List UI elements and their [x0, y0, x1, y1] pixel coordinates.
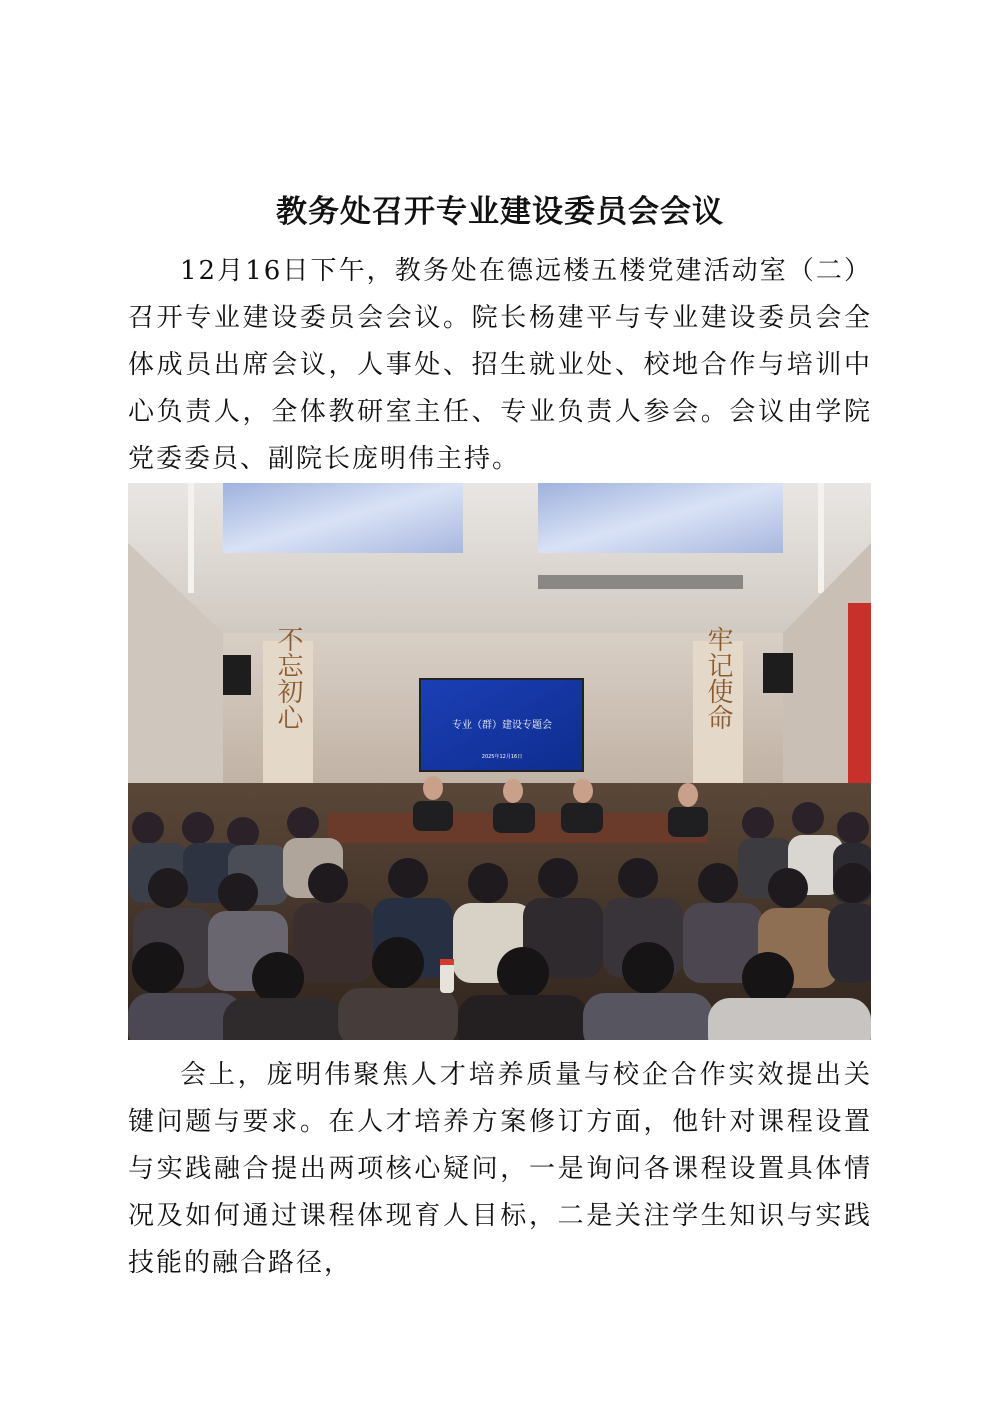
paragraph-text: 12月16日下午，教务处在德远楼五楼党建活动室（二）召开专业建设委员会会议。院长杨建平与专业建设委员会全体成员出席会议，人事处、招生就业处、校地合作与培训中心负责人，全体教研室主任、专业负责人参会。会议由学院党委委员、副院长庞明伟主持。 — [128, 256, 872, 474]
right-banner: 牢记使命 — [703, 626, 733, 730]
meeting-photo — [128, 483, 871, 1040]
paragraph-text: 会上，庞明伟聚焦人才培养质量与校企合作实效提出关键问题与要求。在人才培养方案修订方面，他针对课程设置与实践融合提出两项核心疑问，一是询问各课程设置具体情况及如何通过课程体现育人目标，二是关注学生知识与实践技能的融合路径， — [128, 1060, 872, 1278]
left-banner: 不忘初心 — [273, 626, 303, 730]
paragraph-body — [128, 1052, 872, 1287]
document-title: 教务处召开专业建设委员会会议 — [276, 194, 724, 230]
screen-title: 专业（群）建设专题会 — [452, 720, 552, 731]
screen-date: 2025年12月16日 — [481, 754, 523, 760]
paragraph-intro — [128, 248, 872, 483]
